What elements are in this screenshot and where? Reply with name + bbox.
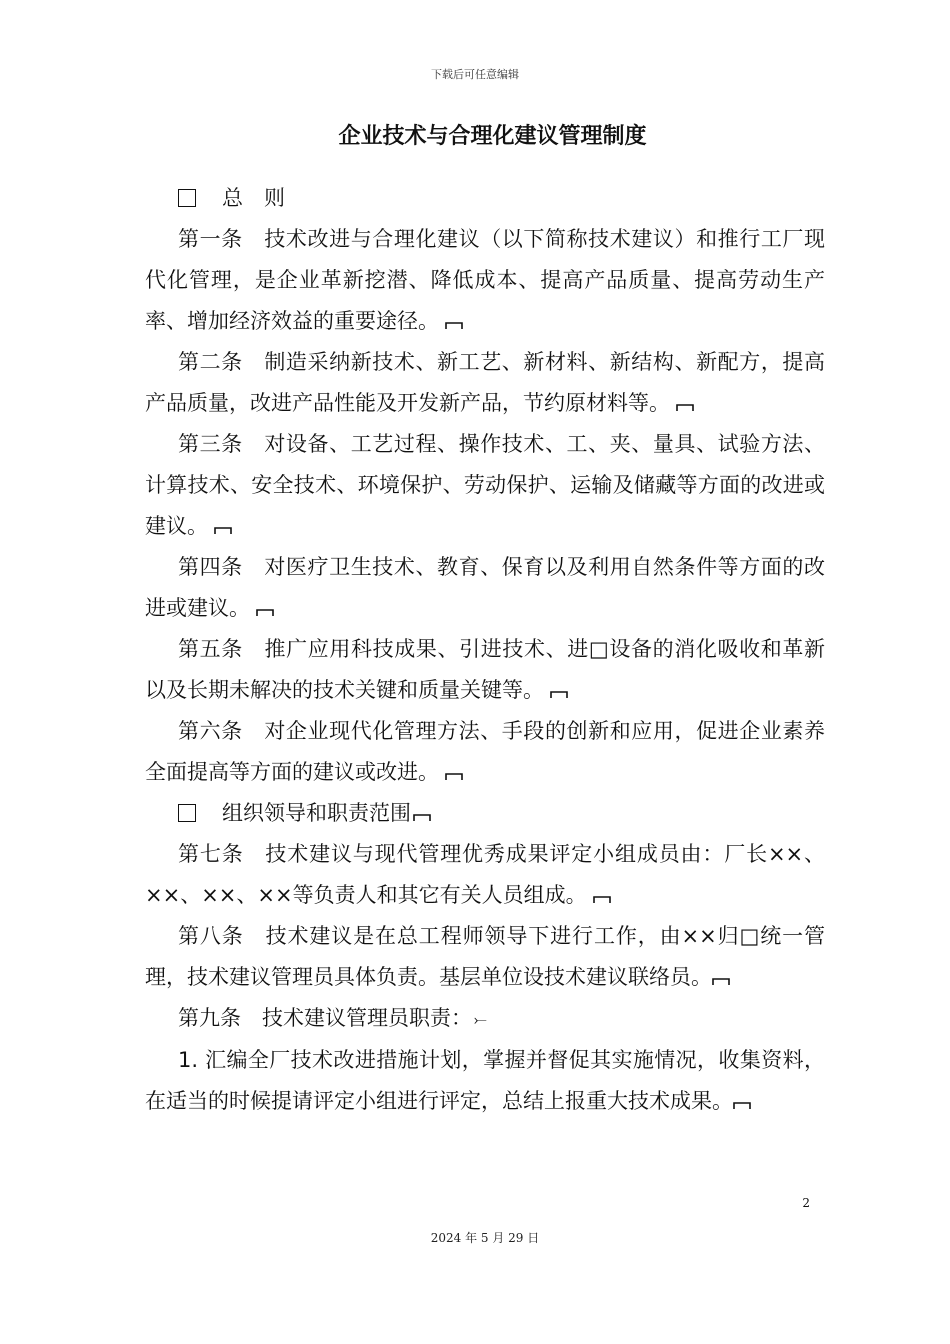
article-3-text: 第三条 对设备、工艺过程、操作技术、工、夹、量具、试验方法、计算技术、安全技术、环境保护、劳动保护、运输及储藏等方面的改进或建议。 bbox=[145, 432, 825, 538]
paragraph-mark-icon bbox=[593, 894, 611, 904]
article-8 bbox=[145, 916, 825, 998]
article-5 bbox=[145, 629, 825, 711]
article-1 bbox=[145, 219, 825, 342]
checkbox-square-icon bbox=[178, 804, 196, 822]
article-1-text: 第一条 技术改进与合理化建议（以下简称技术建议）和推行工厂现代化管理，是企业革新挖潜、降低成本、提高产品质量、提高劳动生产率、增加经济效益的重要途径。 bbox=[145, 227, 825, 333]
paragraph-mark-icon bbox=[445, 771, 463, 781]
document-body bbox=[145, 178, 825, 1122]
page-header: 下载后可任意编辑 bbox=[431, 68, 519, 81]
section-heading-general bbox=[145, 178, 825, 219]
article-7-text: 第七条 技术建议与现代管理优秀成果评定小组成员由：厂长××、××、××、××等负责人和其它有关人员组成。 bbox=[145, 842, 825, 907]
article-6-text: 第六条 对企业现代化管理方法、手段的创新和应用，促进企业素养全面提高等方面的建议或改进。 bbox=[145, 719, 825, 784]
paragraph-mark-icon bbox=[214, 525, 232, 535]
page-number: 2 bbox=[802, 1196, 810, 1210]
article-9-item-1 bbox=[145, 1040, 825, 1122]
article-7 bbox=[145, 834, 825, 916]
paragraph-mark-icon bbox=[413, 812, 431, 822]
line-break-symbol: ⤚ bbox=[474, 1010, 487, 1029]
article-4-text: 第四条 对医疗卫生技术、教育、保育以及利用自然条件等方面的改进或建议。 bbox=[145, 555, 825, 620]
paragraph-mark-icon bbox=[550, 689, 568, 699]
section-heading-organization bbox=[145, 793, 825, 834]
article-5-text: 第五条 推广应用科技成果、引进技术、进□设备的消化吸收和革新以及长期未解决的技术关键和质量关键等。 bbox=[145, 637, 825, 702]
paragraph-mark-icon bbox=[676, 402, 694, 412]
article-3 bbox=[145, 424, 825, 547]
article-4 bbox=[145, 547, 825, 629]
section-heading-organization-text: 组织领导和职责范围 bbox=[222, 801, 411, 825]
paragraph-mark-icon bbox=[712, 976, 730, 986]
page-footer-date: 2024 年 5 月 29 日 bbox=[430, 1231, 540, 1245]
paragraph-mark-icon bbox=[256, 607, 274, 617]
paragraph-mark-icon bbox=[733, 1100, 751, 1110]
article-6 bbox=[145, 711, 825, 793]
article-2 bbox=[145, 342, 825, 424]
paragraph-mark-icon bbox=[445, 320, 463, 330]
article-8-text: 第八条 技术建议是在总工程师领导下进行工作，由××归□统一管理，技术建议管理员具体负责。基层单位设技术建议联络员。 bbox=[145, 924, 825, 989]
article-9-item-1-text: 1. 汇编全厂技术改进措施计划，掌握并督促其实施情况，收集资料，在适当的时候提请评定小组进行评定，总结上报重大技术成果。 bbox=[145, 1048, 825, 1113]
article-2-text: 第二条 制造采纳新技术、新工艺、新材料、新结构、新配方，提高产品质量，改进产品性能及开发新产品，节约原材料等。 bbox=[145, 350, 825, 415]
article-9 bbox=[145, 998, 825, 1040]
document-title: 企业技术与合理化建议管理制度 bbox=[338, 124, 647, 149]
section-heading-general-text: 总 则 bbox=[222, 186, 285, 210]
checkbox-square-icon bbox=[178, 189, 196, 207]
article-9-text: 第九条 技术建议管理员职责： bbox=[178, 1006, 472, 1030]
